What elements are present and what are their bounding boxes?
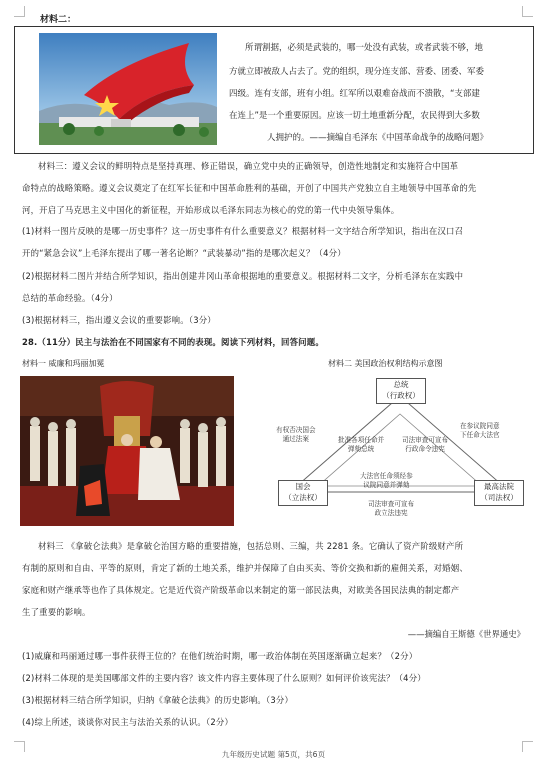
box-text-line-4: 在连上”是一个重要原因。应该一切土地重新分配，农民得到大多数	[229, 111, 480, 121]
box-text-line-1: 所谓割据，必须是武装的，哪一处没有武装，或者武装不够，地	[245, 43, 484, 53]
congress-box	[278, 480, 328, 506]
court-title: 最高法院	[484, 482, 514, 491]
q27-3: (3)根据材料三，指出遵义会议的重要影响。（3分）	[22, 315, 216, 325]
judicial-review-law-label: 司法审查可宣布 政立法违宪	[368, 500, 415, 517]
q27-2a: (2)根据材料二图片并结合所学知识，指出创建井冈山革命根据地的重要意义。根据材料二文字，分析毛泽东在实践中	[22, 271, 464, 281]
president-power: （行政权）	[382, 391, 420, 400]
q28-1: (1)威廉和玛丽通过哪一事件获得王位的？在他们统治时期，哪一政治体制在英国逐渐确立起来？（2分）	[22, 651, 418, 661]
president-title: 总统	[393, 380, 409, 389]
material1-label: 材料一 威廉和玛丽加冕	[22, 359, 105, 368]
q27-1b: 开的“紧急会议”上毛泽东提出了哪一著名论断？“武装暴动”指的是哪次起义？（4分）	[22, 248, 346, 258]
congress-power: （立法权）	[284, 493, 322, 502]
q28-header: 28.（11分）民主与法治在不同国家有不同的表现。阅读下列材料，回答问题。	[22, 337, 324, 347]
veto-label: 有权否决国会 通过法案	[276, 426, 316, 443]
sculpture-picture	[39, 33, 217, 145]
judicial-review-exec-label: 司法审查可宣布 行政命令违宪	[402, 436, 449, 453]
q28-4: (4)综上所述，谈谈你对民主与法治关系的认识。（2分）	[22, 717, 234, 727]
congress-title: 国会	[295, 482, 311, 491]
material3-line-3: 河，开启了马克思主义中国化的新征程，开始形成以毛泽东同志为核心的党的第一代中央领导集体。	[22, 205, 400, 215]
material2-header: 材料二：	[40, 15, 77, 25]
q27-1a: (1)材料一图片反映的是哪一历史事件？这一历史事件有什么重要意义？根据材料一文字结合所学知识，指出在汉口召	[22, 226, 464, 236]
box-text-line-3: 四级。连有支部，班有小组。红军所以艰难奋战而不溃散，“支部建	[229, 89, 480, 99]
corner-mark-tr	[522, 6, 533, 17]
material3b-line-1: 材料三 《拿破仑法典》是拿破仑治国方略的重要措施，包括总则、三编，共 2281 条。它确认了资产阶级财产所	[38, 541, 464, 551]
us-power-diagram	[272, 374, 528, 524]
material3b-line-3: 家庭和财产继承等也作了具体规定。它是近代资产阶级革命以来制定的第一部民法典，对欧美各国民法典的制定都产	[22, 585, 460, 595]
president-box	[376, 378, 426, 404]
appoint-justices-label: 在参议院同意 下任命大法官	[460, 422, 500, 439]
court-power: （司法权）	[480, 493, 518, 502]
coronation-painting	[20, 376, 234, 526]
box-text-source: 人拥护的。——摘编自毛泽东《中国革命战争的战略问题》	[267, 133, 489, 143]
material2b-label: 材料二 美国政治权利结构示意图	[328, 359, 443, 368]
approve-appointments-label: 批准各项任命并 弹劾总统	[338, 436, 385, 453]
material2-box	[14, 26, 534, 154]
q28-3: (3)根据材料三结合所学知识，归纳《拿破仑法典》的历史影响。（3分）	[22, 695, 294, 705]
material3b-line-4: 生了重要的影响。	[22, 607, 91, 617]
supreme-court-box	[474, 480, 524, 506]
material3b-source: ——摘编自王斯德《世界通史》	[407, 629, 525, 639]
q28-2: (2)材料二体现的是美国哪部文件的主要内容？该文件内容主要体现了什么原则？如何评价该宪法？（4分）	[22, 673, 426, 683]
page-footer: 九年级历史试题 第5页，共6页	[221, 750, 326, 759]
material3-line-1: 材料三：遵义会议的鲜明特点是坚持真理、修正错误，确立党中央的正确领导，创造性地制定和实施符合中国革	[38, 161, 459, 171]
material3b-line-2: 有制的原则和自由、平等的原则，肯定了新的土地关系，维护并保障了自由买卖、等价交换和新的雇佣关系，对婚姻、	[22, 563, 468, 573]
corner-mark-tl	[14, 6, 25, 17]
box-text-line-2: 方就立即被敌人占去了。党的组织，现分连支部、营委、团委、军委	[229, 67, 485, 77]
q27-2b: 总结的革命经验。（4分）	[22, 293, 118, 303]
material3-line-2: 命特点的战略策略。遵义会议奠定了在红军长征和中国革命胜利的基础，开创了中国共产党独立自主地领导中国革命的先	[22, 183, 477, 193]
senate-consent-label: 大法官任命须经参 议院同意并弹劾	[360, 472, 413, 489]
